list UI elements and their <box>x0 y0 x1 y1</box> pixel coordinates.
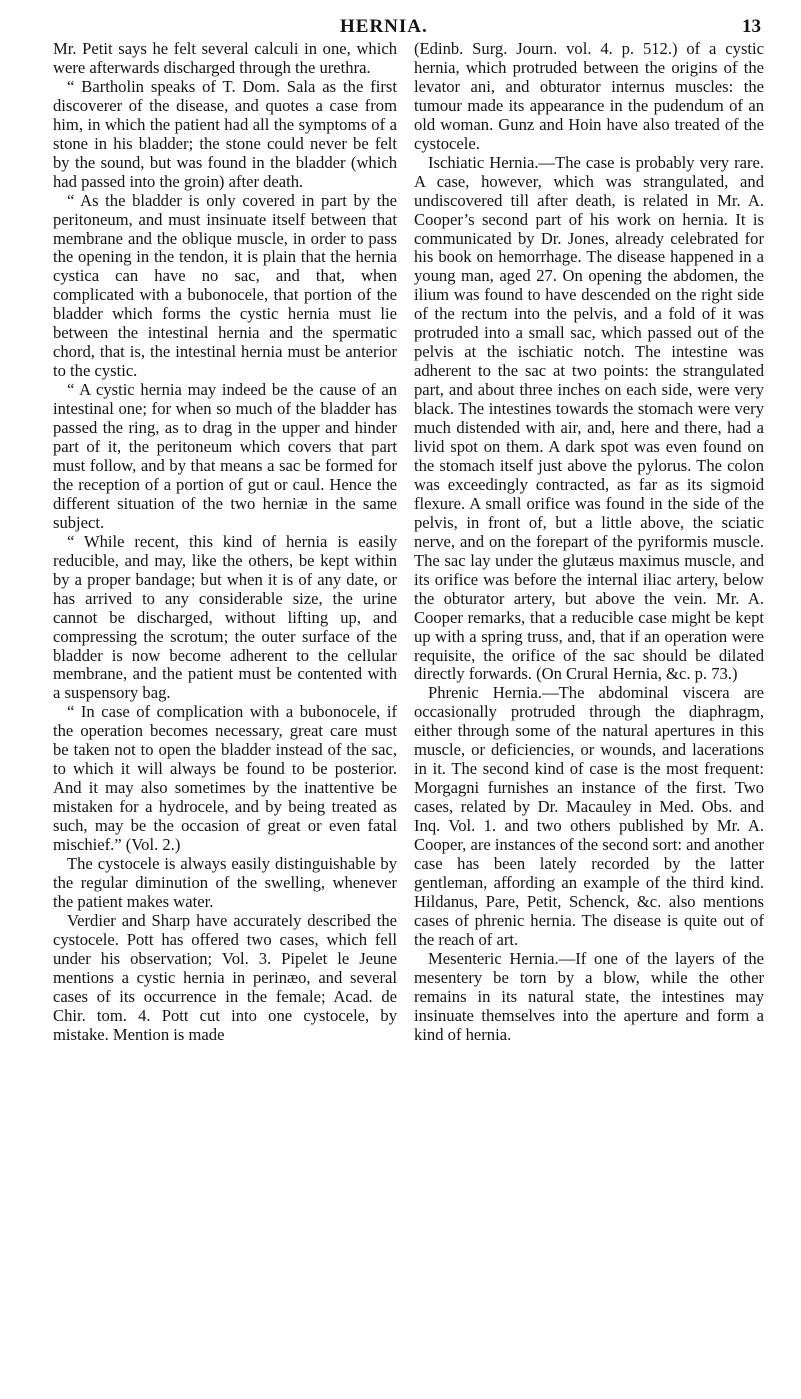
left-column <box>53 40 397 1045</box>
paragraph: Phrenic Hernia.—The abdominal viscera are occasionally protruded through the diaphragm, either through some of the natural apertures in this muscle, or deficiencies, or wounds, and lacerations in it. The second kind of case is the most frequent: Morgagni furnishes an instance of the first. Two cases, related by Dr. Macauley in Med. Obs. and Inq. Vol. 1. and two others published by Mr. A. Cooper, are instances of the second sort: and another case has been lately recorded by the latter gentleman, affording an example of the third kind. Hildanus, Pare, Petit, Schenck, &c. also mentions cases of phrenic hernia. The disease is quite out of the reach of art. <box>414 683 764 949</box>
paragraph: “ As the bladder is only covered in part by the peritoneum, and must insinuate itself between that membrane and the oblique muscle, in order to pass the opening in the tendon, it is plain that the hernia cystica can have no sac, and that, when complicated with a bubonocele, that portion of the bladder which forms the cystic hernia must lie between the intestinal hernia and the spermatic chord, that is, the intestinal hernia must be anterior to the cystic. <box>53 190 397 381</box>
running-head <box>0 10 801 38</box>
paragraph: Mesenteric Hernia.—If one of the layers of the mesentery be torn by a blow, while the other remains in its natural state, the intestines may insinuate themselves into the aperture and form a kind of hernia. <box>414 948 764 1044</box>
paragraph: (Edinb. Surg. Journ. vol. 4. p. 512.) of a cystic hernia, which protruded between the origins of the levator ani, and obturator internus muscles: the tumour made its appearance in the pudendum of an old woman. Gunz and Hoin have also treated of the cystocele. <box>414 39 764 153</box>
right-column <box>414 40 764 1045</box>
running-title: HERNIA. <box>340 16 428 37</box>
paragraph: Mr. Petit says he felt several calculi in one, which were afterwards discharged through the urethra. <box>53 39 397 77</box>
paragraph: Ischiatic Hernia.—The case is probably very rare. A case, however, which was strangulated, and undiscovered till after death, is related in Mr. A. Cooper’s second part of his work on hernia. It is communicated by Dr. Jones, already celebrated for his book on hemorrhage. The disease happened in a young man, aged 27. On opening the abdomen, the ilium was found to have descended on the right side of the rectum into the pelvis, and a fold of it was protruded into a small sac, which passed out of the pelvis at the ischiatic notch. The intestine was adherent to the sac at two points: the strangulated part, and about three inches on each side, were very black. The intestines towards the stomach were very much distended with air, and, here and there, had a livid spot on them. A dark spot was even found on the stomach itself just above the pylorus. The colon was exceedingly contracted, as far as its sigmoid flexure. A small orifice was found in the side of the pelvis, in front of, but a little above, the sciatic nerve, and on the forepart of the pyriformis muscle. The sac lay under the glutæus maximus muscle, and its orifice was before the internal iliac artery, below the obturator artery, but above the vein. Mr. A. Cooper remarks, that a reducible case might be kept up with a spring truss, and, that if an operation were requisite, the orifice of the sac should be dilated directly forwards. (On Crural Hernia, &c. p. 73.) <box>414 152 764 684</box>
paragraph: “ A cystic hernia may indeed be the cause of an intestinal one; for when so much of the bladder has passed the ring, as to drag in the upper and hinder part of it, the peritoneum which covers that part must follow, and by that means a sac be formed for the reception of a portion of gut or caul. Hence the different situation of the two herniæ in the same subject. <box>53 380 397 532</box>
paragraph: “ Bartholin speaks of T. Dom. Sala as the first discoverer of the disease, and quotes a case from him, in which the patient had all the symptoms of a stone in his bladder; the stone could never be felt by the sound, but was found in the bladder (which had passed into the groin) after death. <box>53 76 397 191</box>
paragraph: The cystocele is always easily distinguishable by the regular diminution of the swelling, whenever the patient makes water. <box>53 853 397 911</box>
page-number: 13 <box>742 16 761 37</box>
paragraph: “ In case of complication with a bubonocele, if the operation becomes necessary, great care must be taken not to open the bladder instead of the sac, to which it will always be found to be posterior. And it may also sometimes by the inattentive be mistaken for a hydrocele, and by being treated as such, may be the occasion of great or even fatal mischief.” (Vol. 2.) <box>53 702 397 855</box>
paragraph: “ While recent, this kind of hernia is easily reducible, and may, like the others, be kept within by a proper bandage; but when it is of any date, or has arrived to any considerable size, the urine cannot be discharged, without lifting up, and compressing the scrotum; the outer surface of the bladder is now become adherent to the cellular membrane, and the patient must be contented with a suspensory bag. <box>53 531 397 703</box>
paragraph: Verdier and Sharp have accurately described the cystocele. Pott has offered two cases, which fell under his observation; Vol. 3. Pipelet le Jeune mentions a cystic hernia in perinæo, and several cases of its occurrence in the female; Acad. de Chir. tom. 4. Pott cut into one cystocele, by mistake. Mention is made <box>53 910 397 1044</box>
